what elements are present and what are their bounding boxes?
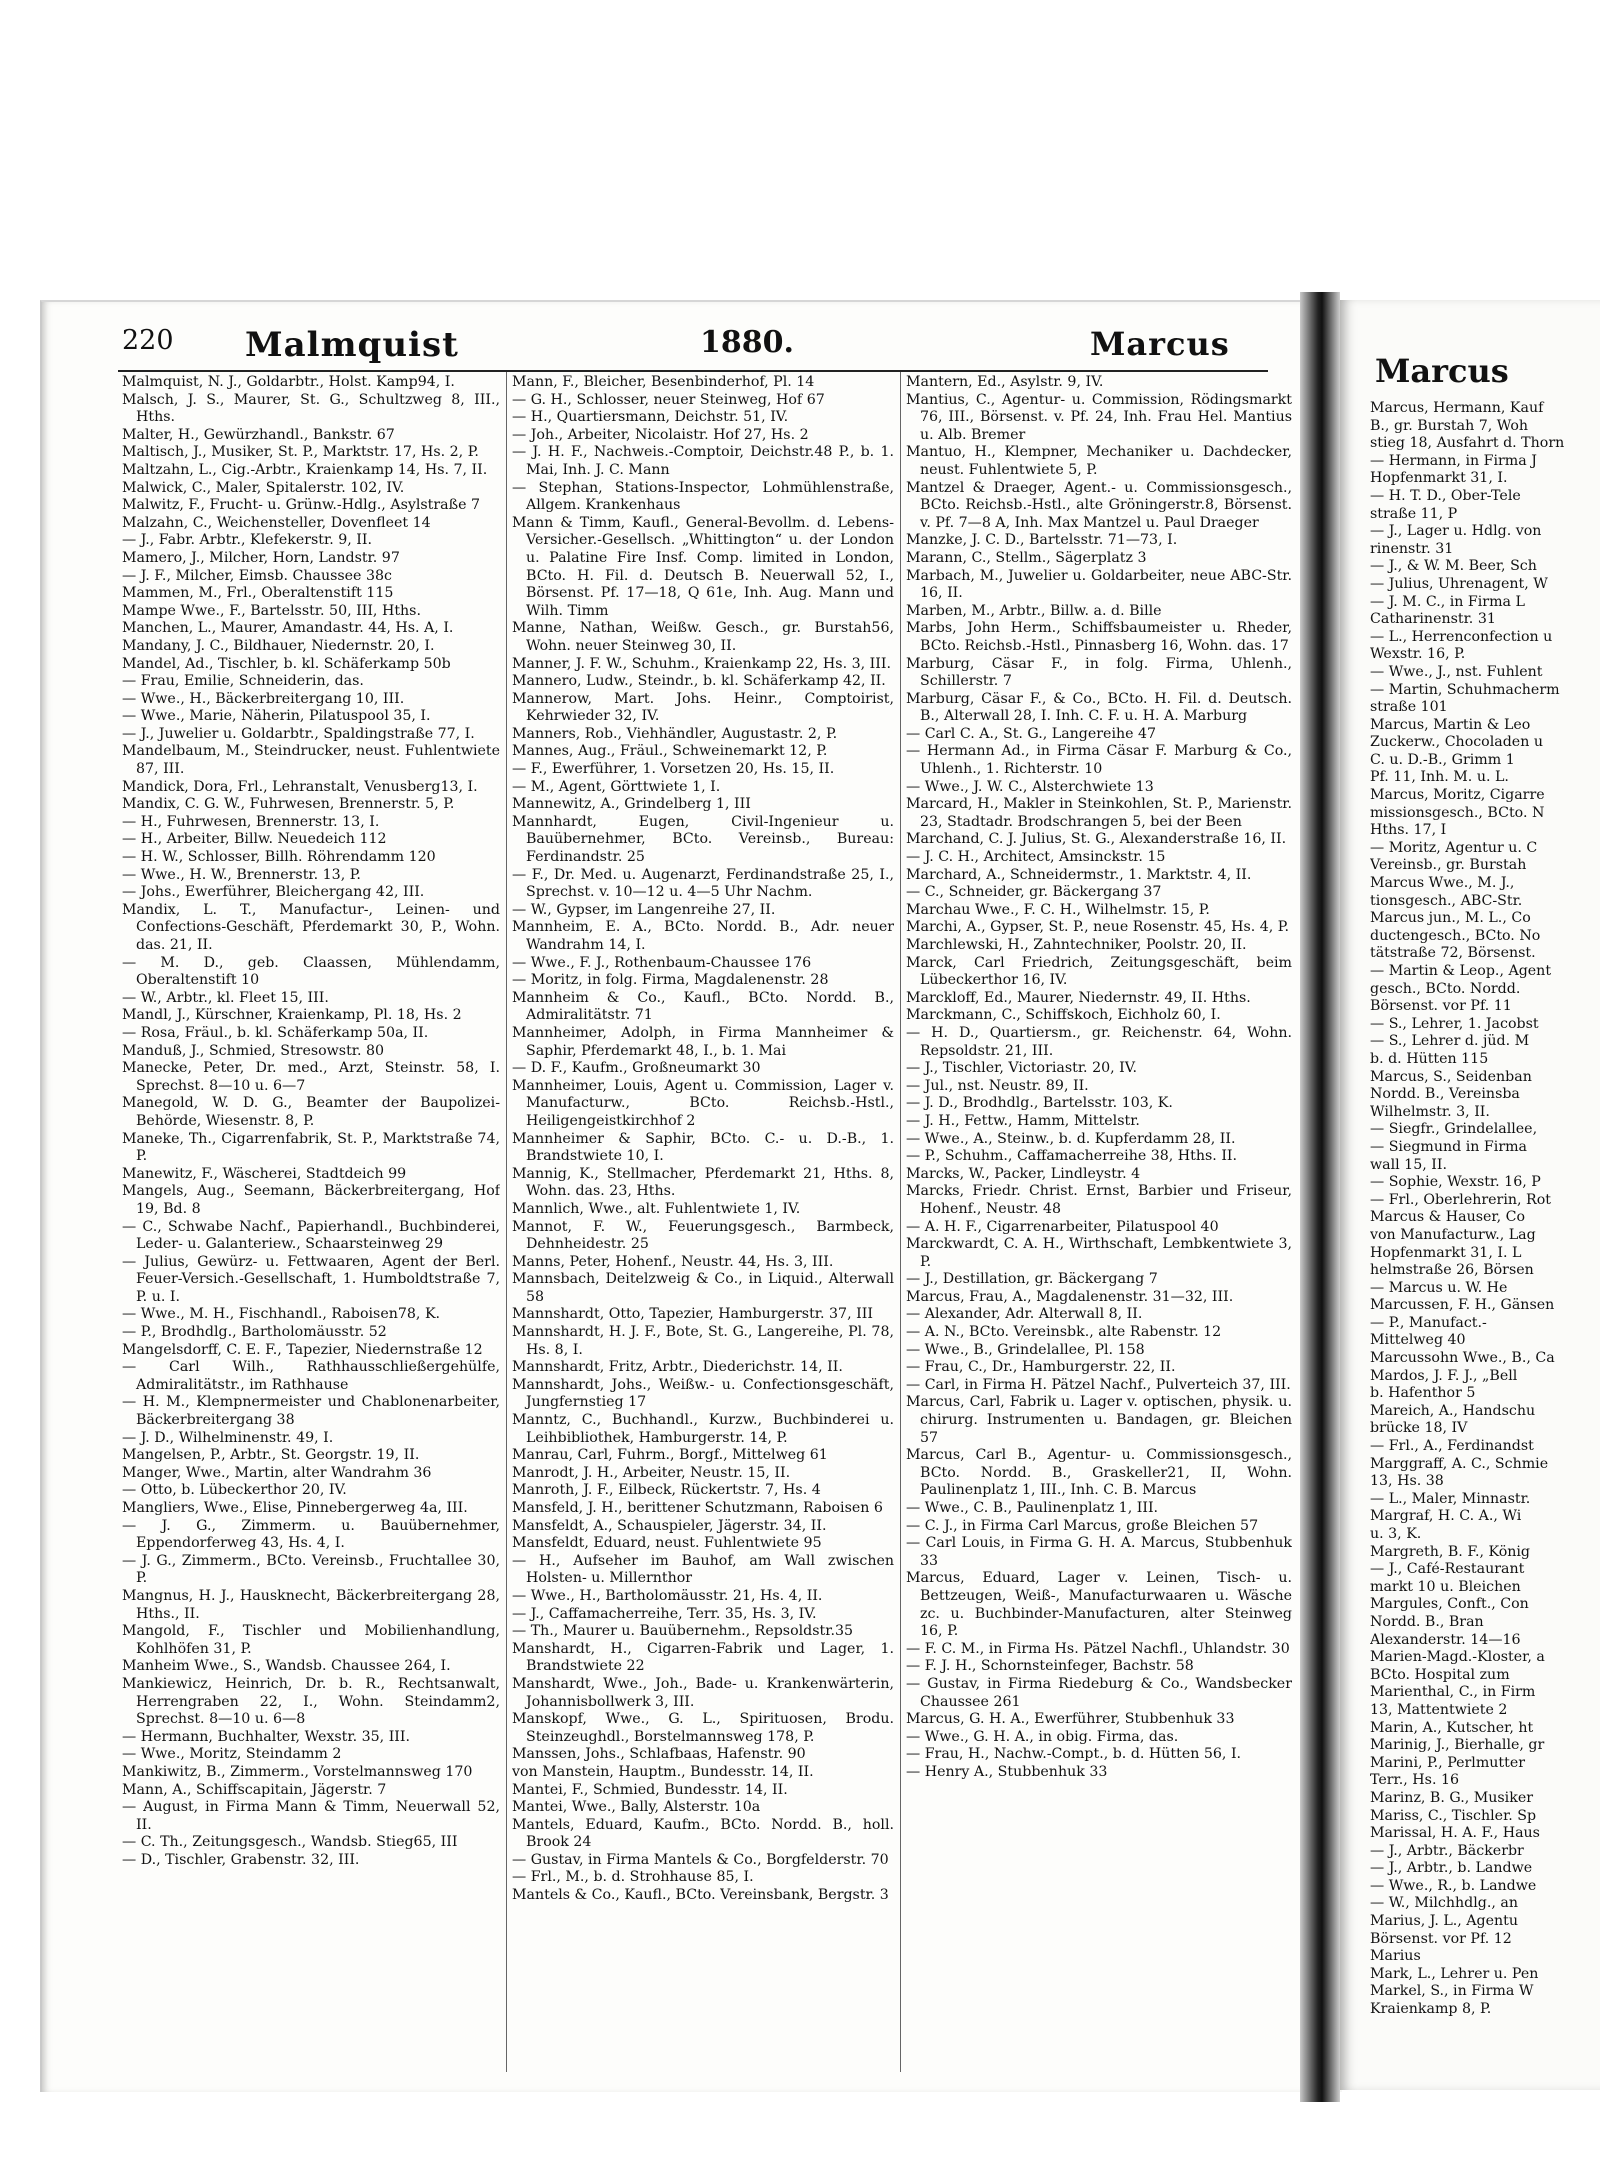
directory-entry: Malwitz, F., Frucht- u. Grünw.-Hdlg., Asylstraße 7 xyxy=(122,497,481,514)
directory-entry: Wexstr. 16, P. xyxy=(1370,646,1466,663)
directory-entry: Marchi, A., Gypser, St. P., neue Rosenstr. 45, Hs. 4, P. xyxy=(906,919,1289,936)
directory-entry: — J., Tischler, Victoriastr. 20, IV. xyxy=(906,1060,1138,1077)
directory-entry: — Sophie, Wexstr. 16, P xyxy=(1370,1174,1541,1191)
directory-entry: Terr., Hs. 16 xyxy=(1370,1772,1460,1789)
directory-entry: — Alexander, Adr. Alterwall 8, II. xyxy=(906,1306,1143,1323)
directory-entry: — Hermann, in Firma J xyxy=(1370,452,1537,469)
directory-entry: Marissal, H. A. F., Haus xyxy=(1370,1825,1540,1842)
column-divider xyxy=(900,372,901,2072)
directory-entry: gesch., BCto. Nordd. xyxy=(1370,980,1521,997)
directory-entry: — Joh., Arbeiter, Nicolaistr. Hof 27, Hs. 2 xyxy=(512,426,809,443)
directory-entry: Margraf, H. C. A., Wi xyxy=(1370,1508,1522,1525)
directory-entry: — Rosa, Fräul., b. kl. Schäferkamp 50a, II. xyxy=(122,1024,429,1041)
directory-entry: Mardos, J. F. J., „Bell xyxy=(1370,1367,1518,1384)
directory-entry: Mandix, L. T., Manufactur-, Leinen- und Confections-Geschäft, Pferdemarkt 30, P., Wohn. das. 21, II. xyxy=(122,901,500,953)
directory-entry: brücke 18, IV xyxy=(1370,1420,1468,1437)
directory-entry: 13, Hs. 38 xyxy=(1370,1473,1444,1490)
directory-entry: — J. H., Fettw., Hamm, Mittelstr. xyxy=(906,1112,1140,1129)
directory-entry: Marcus, Eduard, Lager v. Leinen, Tisch- u. Bettzeugen, Weiß-, Manufacturwaaren u. Wäsche zc. u. Buchbinder-Manufacturen, alter Steinweg 16, P. xyxy=(906,1570,1292,1640)
directory-entry: — J. G., Zimmerm. u. Bauübernehmer, Eppendorferweg 43, Hs. 4, I. xyxy=(122,1517,500,1552)
directory-entry: — G. H., Schlosser, neuer Steinweg, Hof 67 xyxy=(512,391,825,408)
directory-entry: 13, Mattentwiete 2 xyxy=(1370,1701,1508,1718)
directory-entry: — Julius, Uhrenagent, W xyxy=(1370,575,1548,592)
directory-entry: Zuckerw., Chocoladen u xyxy=(1370,734,1543,751)
directory-entry: Kraienkamp 8, P. xyxy=(1370,2001,1492,2018)
directory-entry: Marinig, J., Bierhalle, gr xyxy=(1370,1737,1545,1754)
directory-entry: — A. N., BCto. Vereinsbk., alte Rabenstr. 12 xyxy=(906,1324,1222,1341)
directory-entry: Manshardt, H., Cigarren-Fabrik und Lager, 1. Brandstwiete 22 xyxy=(512,1640,894,1675)
directory-entry: Marcard, H., Makler in Steinkohlen, St. P., Marienstr. 23, Stadtadr. Brodschrangen 5, bei der Been xyxy=(906,796,1292,830)
directory-entry: Marburg, Cäsar F., in folg. Firma, Uhlenh., Schillerstr. 7 xyxy=(906,655,1292,690)
directory-entry: — Wwe., F. J., Rothenbaum-Chaussee 176 xyxy=(512,954,812,971)
directory-entry: Mammen, M., Frl., Oberaltenstift 115 xyxy=(122,585,394,602)
directory-entry: Malwick, C., Maler, Spitalerstr. 102, IV. xyxy=(122,479,405,496)
directory-entry: — J. G., Zimmerm., BCto. Vereinsb., Fruchtallee 30, P. xyxy=(122,1552,500,1587)
directory-entry: ductengesch., BCto. No xyxy=(1370,927,1541,944)
directory-entry: Mamero, J., Milcher, Horn, Landstr. 97 xyxy=(122,549,400,566)
directory-entry: Mittelweg 40 xyxy=(1370,1332,1466,1349)
directory-entry: — Martin & Leop., Agent xyxy=(1370,963,1552,979)
directory-entry: Marcus, Carl B., Agentur- u. Commissionsgesch., BCto. Nordd. B., Graskeller21, II, Wohn. Paulinenplatz 1, III., Inh. C. B. Marcus xyxy=(906,1447,1292,1499)
directory-entry: Marcussohn Wwe., B., Ca xyxy=(1370,1350,1555,1367)
directory-entry: Mantzel & Draeger, Agent.- u. Commissionsgesch., BCto. Reichsb.-Hstl., alte Gröningerstr.8, Börsenst. v. Pf. 7—8 A, Inh. Max Mantzel u. Paul Draeger xyxy=(906,479,1292,531)
column-3 xyxy=(906,374,1292,2074)
directory-entry: Marcus, S., Seidenban xyxy=(1370,1068,1532,1085)
directory-entry: — Jul., nst. Neustr. 89, II. xyxy=(906,1077,1089,1094)
directory-entry: Marini, P., Perlmutter xyxy=(1370,1754,1525,1771)
directory-entry: Marcks, Friedr. Christ. Ernst, Barbier und Friseur, Hohenf., Neustr. 48 xyxy=(906,1183,1292,1217)
directory-entry: — F. C. M., in Firma Hs. Pätzel Nachfl., Uhlandstr. 30 xyxy=(906,1640,1290,1657)
directory-entry: Manroth, J. F., Eilbeck, Rückertstr. 7, Hs. 4 xyxy=(512,1482,821,1499)
directory-entry: — P., Brodhdlg., Bartholomäusstr. 52 xyxy=(122,1324,387,1341)
header-right: Marcus xyxy=(1375,352,1509,390)
directory-entry: rinenstr. 31 xyxy=(1370,540,1454,557)
directory-entry: Mannheim, E. A., BCto. Nordd. B., Adr. neuer Wandrahm 14, I. xyxy=(512,919,894,953)
directory-entry: u. 3, K. xyxy=(1370,1526,1422,1542)
directory-entry: Hopfenmarkt 31, I. xyxy=(1370,470,1508,487)
directory-entry: — Johs., Ewerführer, Bleichergang 42, III. xyxy=(122,884,425,901)
directory-entry: Marcus, Carl, Fabrik u. Lager v. optischen, physik. u. chirurg. Instrumenten u. Bandagen, gr. Bleichen 57 xyxy=(906,1394,1292,1446)
directory-entry: Margreth, B. F., König xyxy=(1370,1543,1531,1560)
directory-entry: — J., Fabr. Arbtr., Klefekerstr. 9, II. xyxy=(122,532,372,549)
directory-entry: Catharinenstr. 31 xyxy=(1370,611,1496,628)
directory-entry: Mangnus, H. J., Hausknecht, Bäckerbreitergang 28, Hths., II. xyxy=(122,1587,500,1622)
directory-entry: Mangelsdorff, C. E. F., Tapezier, Niedernstraße 12 xyxy=(122,1341,483,1358)
directory-entry: Manskopf, Wwe., G. L., Spirituosen, Brodu. Steinzeughdl., Borstelmannsweg 178, P. xyxy=(512,1711,894,1745)
directory-entry: — Siegmund in Firma xyxy=(1370,1138,1528,1155)
directory-entry: — P., Schuhm., Caffamacherreihe 38, Hths. II. xyxy=(906,1148,1238,1165)
directory-entry: Mangliers, Wwe., Elise, Pinnebergerweg 4a, III. xyxy=(122,1500,468,1516)
directory-entry: — Wwe., J. W. C., Alsterchwiete 13 xyxy=(906,778,1154,795)
directory-entry: — L., Maler, Minnastr. xyxy=(1370,1490,1531,1507)
directory-entry: — J., Destillation, gr. Bäckergang 7 xyxy=(906,1271,1158,1288)
directory-entry: wall 15, II. xyxy=(1370,1156,1447,1173)
directory-entry: Manssen, Johs., Schlafbaas, Hafenstr. 90 xyxy=(512,1746,806,1763)
directory-entry: — S., Lehrer d. jüd. M xyxy=(1370,1033,1530,1050)
directory-entry: — Wwe., H. W., Brennerstr. 13, P. xyxy=(122,866,361,883)
directory-entry: b. Hafenthor 5 xyxy=(1370,1385,1476,1402)
directory-entry: Maltzahn, L., Cig.-Arbtr., Kraienkamp 14, Hs. 7, II. xyxy=(122,461,488,478)
directory-entry: Manntz, C., Buchhandl., Kurzw., Buchbinderei u. Leihbibliothek, Hamburgerstr. 14, P. xyxy=(512,1412,894,1446)
directory-entry: Börsenst. vor Pf. 11 xyxy=(1370,998,1512,1015)
directory-entry: Mannheimer & Saphir, BCto. C.- u. D.-B., 1. Brandstwiete 10, I. xyxy=(512,1130,894,1165)
directory-entry: Mannsbach, Deitelzweig & Co., in Liquid., Alterwall 58 xyxy=(512,1271,894,1305)
directory-entry: Marius, J. L., Agentu xyxy=(1370,1913,1518,1930)
directory-entry: — Frau, Emilie, Schneiderin, das. xyxy=(122,673,364,690)
directory-entry: — Hermann Ad., in Firma Cäsar F. Marburg & Co., Uhlenh., 1. Richterstr. 10 xyxy=(906,743,1292,778)
directory-entry: — Otto, b. Lübeckerthor 20, IV. xyxy=(122,1482,347,1499)
directory-entry: Mantei, F., Schmied, Bundesstr. 14, II. xyxy=(512,1781,788,1798)
directory-entry: — J. H. F., Nachweis.-Comptoir, Deichstr.48 P., b. 1. Mai, Inh. J. C. Mann xyxy=(512,444,894,478)
directory-entry: — August, in Firma Mann & Timm, Neuerwall 52, II. xyxy=(122,1799,500,1833)
directory-entry: Marin, A., Kutscher, ht xyxy=(1370,1719,1534,1736)
directory-entry: Nordd. B., Bran xyxy=(1370,1613,1484,1630)
directory-entry: Manduß, J., Schmied, Stresowstr. 80 xyxy=(122,1042,385,1059)
directory-entry: — Wwe., G. H. A., in obig. Firma, das. xyxy=(906,1728,1179,1745)
directory-entry: — Henry A., Stubbenhuk 33 xyxy=(906,1763,1108,1780)
directory-entry: — H., Aufseher im Bauhof, am Wall zwischen Holsten- u. Millernthor xyxy=(512,1552,894,1587)
directory-entry: — Hermann, Buchhalter, Wexstr. 35, III. xyxy=(122,1728,411,1745)
directory-entry: — Frau, C., Dr., Hamburgerstr. 22, II. xyxy=(906,1359,1176,1376)
directory-entry: — J., & W. M. Beer, Sch xyxy=(1370,558,1537,575)
directory-entry: Manzke, J. C. D., Bartelsstr. 71—73, I. xyxy=(906,532,1178,549)
directory-entry: — Th., Maurer u. Bauübernehm., Repsoldstr.35 xyxy=(512,1623,854,1640)
directory-entry: Mankiewicz, Heinrich, Dr. b. R., Rechtsanwalt, Herrengraben 22, I., Wohn. Steindamm2, Sprechst. 8—10 u. 6—8 xyxy=(122,1675,500,1728)
directory-entry: Manecke, Peter, Dr. med., Arzt, Steinstr. 58, I. Sprechst. 8—10 u. 6—7 xyxy=(122,1060,500,1094)
directory-entry: — C., Schneider, gr. Bäckergang 37 xyxy=(906,884,1162,901)
directory-entry: — Wwe., B., Grindelallee, Pl. 158 xyxy=(906,1341,1145,1358)
directory-entry: — Wwe., Moritz, Steindamm 2 xyxy=(122,1746,342,1763)
directory-entry: Börsenst. vor Pf. 12 xyxy=(1370,1930,1512,1947)
directory-entry: — Siegfr., Grindelallee, xyxy=(1370,1121,1538,1138)
directory-entry: Marinz, B. G., Musiker xyxy=(1370,1789,1533,1806)
book-gutter xyxy=(1300,292,1340,2102)
directory-entry: Markel, S., in Firma W xyxy=(1370,1983,1534,2000)
directory-entry: Marcus & Hauser, Co xyxy=(1370,1209,1526,1226)
directory-entry: Mareich, A., Handschu xyxy=(1370,1402,1536,1419)
directory-entry: Malmquist, N. J., Goldarbtr., Holst. Kamp94, I. xyxy=(122,374,455,390)
directory-entry: — Frl., Oberlehrerin, Rot xyxy=(1370,1191,1551,1208)
directory-entry: Mann & Timm, Kaufl., General-Bevollm. d. Lebens-Versicher.-Gesellsch. „Whittington“ u. der London u. Palatine Fire Insf. Comp. limited in London, BCto. H. Fil. d. Deutsch B. Neuerwall 52, I., Börsenst. Pf. 17—18, Q 61e, Inh. Aug. Mann und Wilh. Timm xyxy=(512,514,894,619)
directory-entry: — Carl Wilh., Rathhausschließergehülfe, Admiralitätstr., im Rathhause xyxy=(122,1359,500,1393)
directory-entry: — Stephan, Stations-Inspector, Lohmühlenstraße, Allgem. Krankenhaus xyxy=(512,479,894,514)
directory-entry: — Carl Louis, in Firma G. H. A. Marcus, Stubbenhuk 33 xyxy=(906,1535,1292,1569)
directory-entry: Manshardt, Wwe., Joh., Bade- u. Krankenwärterin, Johannisbollwerk 3, III. xyxy=(512,1675,894,1710)
directory-entry: Marcus, Frau, A., Magdalenenstr. 31—32, III. xyxy=(906,1288,1234,1305)
directory-entry: Mark, L., Lehrer u. Pen xyxy=(1370,1965,1539,1982)
directory-entry: — Wwe., H., Bartholomäusstr. 21, Hs. 4, II. xyxy=(512,1587,823,1604)
directory-entry: Marburg, Cäsar F., & Co., BCto. H. Fil. d. Deutsch. B., Alterwall 28, I. Inh. C. F. u. H. A. Marburg xyxy=(906,690,1292,725)
directory-entry: Mangelsen, P., Arbtr., St. Georgstr. 19, II. xyxy=(122,1447,420,1464)
directory-entry: — Wwe., H., Bäckerbreitergang 10, III. xyxy=(122,690,405,707)
directory-entry: Mannewitz, A., Grindelberg 1, III xyxy=(512,796,751,813)
directory-entry: — J., Arbtr., Bäckerbr xyxy=(1370,1842,1524,1859)
directory-entry: Marcus, G. H. A., Ewerführer, Stubbenhuk 33 xyxy=(906,1711,1235,1728)
header-mid: Marcus xyxy=(1090,325,1230,363)
directory-entry: Malsch, J. S., Maurer, St. G., Schultzweg 8, III., Hths. xyxy=(122,391,500,426)
directory-entry: Mannshardt, H. J. F., Bote, St. G., Langereihe, Pl. 78, Hs. 8, I. xyxy=(512,1324,894,1358)
directory-entry: Hths. 17, I xyxy=(1370,822,1447,839)
directory-entry: — J. C. H., Architect, Amsinckstr. 15 xyxy=(906,849,1166,866)
directory-entry: Mannero, Ludw., Steindr., b. kl. Schäferkamp 42, II. xyxy=(512,673,886,690)
directory-entry: b. d. Hütten 115 xyxy=(1370,1050,1489,1067)
directory-entry: Mampe Wwe., F., Bartelsstr. 50, III, Hths. xyxy=(122,602,421,619)
directory-entry: Marckloff, Ed., Maurer, Niedernstr. 49, II. Hths. xyxy=(906,989,1251,1006)
directory-entry: Hopfenmarkt 31, I. L xyxy=(1370,1244,1522,1261)
directory-entry: — S., Lehrer, 1. Jacobst xyxy=(1370,1015,1539,1032)
directory-entry: Pf. 11, Inh. M. u. L. xyxy=(1370,769,1509,786)
directory-entry: — Julius, Gewürz- u. Fettwaaren, Agent der Berl. Feuer-Versich.-Gesellschaft, 1. Humboldtstraße 7, P. u. I. xyxy=(122,1253,500,1305)
directory-entry: straße 101 xyxy=(1370,699,1448,716)
directory-entry: — Frau, H., Nachw.-Compt., b. d. Hütten 56, I. xyxy=(906,1746,1242,1763)
directory-entry: — Frl., M., b. d. Strohhause 85, I. xyxy=(512,1869,754,1886)
directory-entry: — C., Schwabe Nachf., Papierhandl., Buchbinderei, Leder- u. Galanteriew., Schaarsteinweg 29 xyxy=(122,1218,500,1253)
directory-entry: Mariss, C., Tischler. Sp xyxy=(1370,1807,1537,1824)
directory-entry: Maneke, Th., Cigarrenfabrik, St. P., Marktstraße 74, P. xyxy=(122,1130,500,1165)
directory-entry: — J., Arbtr., b. Landwe xyxy=(1370,1860,1533,1877)
directory-entry: B., gr. Burstah 7, Woh xyxy=(1370,417,1529,434)
directory-entry: Mandick, Dora, Frl., Lehranstalt, Venusberg13, I. xyxy=(122,778,478,795)
directory-entry: — Moritz, in folg. Firma, Magdalenenstr. 28 xyxy=(512,972,829,989)
directory-entry: — Wwe., R., b. Landwe xyxy=(1370,1877,1537,1894)
directory-entry: Malter, H., Gewürzhandl., Bankstr. 67 xyxy=(122,426,395,443)
directory-entry: Mandix, C. G. W., Fuhrwesen, Brennerstr. 5, P. xyxy=(122,796,455,813)
directory-entry: — H., Fuhrwesen, Brennerstr. 13, I. xyxy=(122,813,380,830)
header-left: Malmquist xyxy=(245,325,459,365)
directory-entry: Mandany, J. C., Bildhauer, Niedernstr. 20, I. xyxy=(122,637,435,654)
directory-entry: — J. M. C., in Firma L xyxy=(1370,593,1525,610)
directory-entry: — M., Agent, Görttwiete 1, I. xyxy=(512,778,721,795)
directory-entry: Marchand, C. J. Julius, St. G., Alexanderstraße 16, II. xyxy=(906,831,1287,848)
directory-entry: Margules, Conft., Con xyxy=(1370,1596,1529,1613)
directory-entry: — W., Milchhdlg., an xyxy=(1370,1895,1518,1912)
directory-entry: — J., Caffamacherreihe, Terr. 35, Hs. 3, IV. xyxy=(512,1605,817,1622)
directory-entry: Mannshardt, Otto, Tapezier, Hamburgerstr. 37, III xyxy=(512,1306,873,1323)
directory-entry: — Wwe., J., nst. Fuhlent xyxy=(1370,663,1543,680)
directory-entry: Mankiwitz, B., Zimmerm., Vorstelmannsweg 170 xyxy=(122,1763,473,1780)
directory-entry: Mantels, Eduard, Kaufm., BCto. Nordd. B., holl. Brook 24 xyxy=(512,1816,894,1851)
directory-entry: helmstraße 26, Börsen xyxy=(1370,1262,1534,1279)
directory-entry: Mansfeldt, Eduard, neust. Fuhlentwiete 95 xyxy=(512,1535,822,1552)
directory-entry: — W., Arbtr., kl. Fleet 15, III. xyxy=(122,989,329,1006)
directory-entry: Marcus Wwe., M. J., xyxy=(1370,875,1515,892)
directory-entry: — J. D., Wilhelminenstr. 49, I. xyxy=(122,1429,334,1446)
directory-entry: Marcks, W., Packer, Lindleystr. 4 xyxy=(906,1165,1141,1182)
directory-entry: Mannig, K., Stellmacher, Pferdemarkt 21, Hths. 8, Wohn. das. 23, Hths. xyxy=(512,1165,894,1200)
directory-entry: Maltisch, J., Musiker, St. P., Marktstr. 17, Hs. 2, P. xyxy=(122,444,479,461)
directory-entry: Marienthal, C., in Firm xyxy=(1370,1684,1536,1701)
directory-entry: — M. D., geb. Claassen, Mühlendamm, Oberaltenstift 10 xyxy=(122,954,500,989)
directory-entry: tionsgesch., ABC-Str. xyxy=(1370,892,1523,909)
directory-entry: Mantuo, H., Klempner, Mechaniker u. Dachdecker, neust. Fuhlentwiete 5, P. xyxy=(906,444,1292,478)
directory-entry: Manrau, Carl, Fuhrm., Borgf., Mittelweg 61 xyxy=(512,1447,828,1464)
directory-entry: Mandel, Ad., Tischler, b. kl. Schäferkamp 50b xyxy=(122,655,451,672)
directory-entry: — A. H. F., Cigarrenarbeiter, Pilatuspool 40 xyxy=(906,1218,1219,1235)
header-year: 1880. xyxy=(700,325,794,360)
directory-entry: — F., Ewerführer, 1. Vorsetzen 20, Hs. 15, II. xyxy=(512,761,835,778)
directory-entry: — Gustav, in Firma Riedeburg & Co., Wandsbecker Chaussee 261 xyxy=(906,1675,1292,1710)
directory-entry: Manner, J. F. W., Schuhm., Kraienkamp 22, Hs. 3, III. xyxy=(512,655,891,672)
directory-entry: — H. M., Klempnermeister und Chablonenarbeiter, Bäckerbreitergang 38 xyxy=(122,1394,500,1429)
directory-entry: — Carl, in Firma H. Pätzel Nachf., Pulverteich 37, III. xyxy=(906,1376,1291,1393)
directory-entry: — H. W., Schlosser, Billh. Röhrendamm 120 xyxy=(122,849,436,866)
directory-entry: — F., Dr. Med. u. Augenarzt, Ferdinandstraße 25, I., Sprechst. v. 10—12 u. 4—5 Uhr Nachm. xyxy=(512,866,894,901)
directory-entry: — C. Th., Zeitungsgesch., Wandsb. Stieg65, III xyxy=(122,1834,458,1851)
directory-entry: Malzahn, C., Weichensteller, Dovenfleet 14 xyxy=(122,514,431,531)
directory-entry: von Manstein, Hauptm., Bundesstr. 14, II. xyxy=(512,1763,814,1780)
directory-entry: Mannes, Aug., Fräul., Schweinemarkt 12, P. xyxy=(512,743,828,760)
directory-entry: BCto. Hospital zum xyxy=(1370,1666,1510,1683)
directory-entry: — Carl C. A., St. G., Langereihe 47 xyxy=(906,725,1157,742)
column-2 xyxy=(512,374,894,2074)
directory-entry: Nordd. B., Vereinsba xyxy=(1370,1086,1520,1103)
column-divider xyxy=(506,372,507,2072)
directory-entry: missionsgesch., BCto. N xyxy=(1370,804,1545,821)
directory-entry: — H. D., Quartiersm., gr. Reichenstr. 64, Wohn. Repsoldstr. 21, III. xyxy=(906,1024,1292,1059)
directory-entry: Marchau Wwe., F. C. H., Wilhelmstr. 15, P. xyxy=(906,901,1210,918)
directory-entry: — Gustav, in Firma Mantels & Co., Borgfelderstr. 70 xyxy=(512,1851,889,1868)
directory-entry: Mantei, Wwe., Bally, Alsterstr. 10a xyxy=(512,1799,761,1816)
directory-entry: Marchard, A., Schneidermstr., 1. Marktstr. 4, II. xyxy=(906,866,1252,883)
directory-entry: Mansfeldt, A., Schauspieler, Jägerstr. 34, II. xyxy=(512,1517,827,1534)
directory-entry: Manrodt, J. H., Arbeiter, Neustr. 15, II. xyxy=(512,1464,791,1481)
directory-entry: — Frl., A., Ferdinandst xyxy=(1370,1438,1534,1455)
directory-entry: Mannheimer, Louis, Agent u. Commission, Lager v. Manufacturw., BCto. Reichsb.-Hstl., Heiligengeistkirchhof 2 xyxy=(512,1077,894,1129)
directory-entry: Manegold, W. D. G., Beamter der Baupolizei-Behörde, Wiesenstr. 8, P. xyxy=(122,1095,500,1129)
directory-entry: Mantern, Ed., Asylstr. 9, IV. xyxy=(906,374,1104,390)
directory-entry: Alexanderstr. 14—16 xyxy=(1370,1631,1521,1648)
column-4 xyxy=(1370,400,1600,2060)
directory-entry: Mandelbaum, M., Steindrucker, neust. Fuhlentwiete 87, III. xyxy=(122,743,500,778)
directory-entry: Marcus jun., M. L., Co xyxy=(1370,910,1531,927)
directory-entry: Mantels & Co., Kaufl., BCto. Vereinsbank, Bergstr. 3 xyxy=(512,1887,889,1904)
directory-entry: Manheim Wwe., S., Wandsb. Chaussee 264, I. xyxy=(122,1658,451,1675)
directory-entry: — Martin, Schuhmacherm xyxy=(1370,681,1560,698)
directory-entry: Mannheimer, Adolph, in Firma Mannheimer & Saphir, Pferdemarkt 48, I., b. 1. Mai xyxy=(512,1024,894,1059)
directory-entry: Mannlich, Wwe., alt. Fuhlentwiete 1, IV. xyxy=(512,1200,801,1217)
directory-entry: Mansfeld, J. H., berittener Schutzmann, Raboisen 6 xyxy=(512,1500,883,1516)
directory-entry: stieg 18, Ausfahrt d. Thorn xyxy=(1370,435,1565,452)
directory-entry: Marcussen, F. H., Gänsen xyxy=(1370,1297,1555,1314)
directory-entry: Marben, M., Arbtr., Billw. a. d. Bille xyxy=(906,602,1162,619)
directory-entry: — D. F., Kaufm., Großneumarkt 30 xyxy=(512,1060,761,1077)
directory-entry: — J., Café-Restaurant xyxy=(1370,1561,1525,1578)
directory-entry: Marcus, Hermann, Kauf xyxy=(1370,400,1544,416)
directory-entry: Marcus, Martin & Leo xyxy=(1370,716,1531,733)
directory-entry: Manewitz, F., Wäscherei, Stadtdeich 99 xyxy=(122,1165,407,1182)
directory-entry: — J. D., Brodhdlg., Bartelsstr. 103, K. xyxy=(906,1095,1173,1112)
directory-entry: straße 11, P xyxy=(1370,505,1458,522)
directory-entry: Mangold, F., Tischler und Mobilienhandlung, Kohlhöfen 31, P. xyxy=(122,1623,500,1657)
directory-entry: Marcus, Moritz, Cigarre xyxy=(1370,787,1545,804)
directory-entry: Marggraff, A. C., Schmie xyxy=(1370,1455,1549,1472)
right-page xyxy=(1340,300,1600,2090)
directory-entry: Mann, A., Schiffscapitain, Jägerstr. 7 xyxy=(122,1781,387,1798)
directory-entry: — Wwe., M. H., Fischhandl., Raboisen78, K. xyxy=(122,1306,441,1323)
directory-entry: Marckmann, C., Schiffskoch, Eichholz 60, I. xyxy=(906,1007,1221,1024)
directory-entry: tätstraße 72, Börsenst. xyxy=(1370,945,1536,962)
directory-entry: Marien-Magd.-Kloster, a xyxy=(1370,1649,1545,1666)
directory-entry: — P., Manufact.- xyxy=(1370,1314,1487,1331)
directory-entry: Manners, Rob., Viehhändler, Augustastr. 2, P. xyxy=(512,725,838,742)
directory-entry: — J. F., Milcher, Eimsb. Chaussee 38c xyxy=(122,567,392,584)
directory-entry: — H., Quartiersmann, Deichstr. 51, IV. xyxy=(512,409,789,426)
page-number: 220 xyxy=(122,325,174,356)
directory-entry: Marius xyxy=(1370,1948,1421,1965)
directory-entry: Manchen, L., Maurer, Amandastr. 44, Hs. A, I. xyxy=(122,620,454,637)
directory-entry: — J., Lager u. Hdlg. von xyxy=(1370,523,1542,540)
column-1 xyxy=(122,374,500,2074)
directory-entry: Marbach, M., Juwelier u. Goldarbeiter, neue ABC-Str. 16, II. xyxy=(906,567,1292,602)
directory-entry: Wilhelmstr. 3, II. xyxy=(1370,1103,1490,1120)
directory-entry: markt 10 u. Bleichen xyxy=(1370,1578,1521,1595)
directory-entry: Vereinsb., gr. Burstah xyxy=(1370,857,1527,874)
directory-entry: — D., Tischler, Grabenstr. 32, III. xyxy=(122,1851,360,1868)
directory-entry: Mangels, Aug., Seemann, Bäckerbreitergang, Hof 19, Bd. 8 xyxy=(122,1183,500,1217)
directory-entry: Mannot, F. W., Feuerungsgesch., Barmbeck, Dehnheidestr. 25 xyxy=(512,1218,894,1253)
directory-entry: — H., Arbeiter, Billw. Neuedeich 112 xyxy=(122,831,387,848)
directory-entry: — F. J. H., Schornsteinfeger, Bachstr. 58 xyxy=(906,1658,1194,1675)
directory-entry: Marckwardt, C. A. H., Wirthschaft, Lembkentwiete 3, P. xyxy=(906,1236,1292,1270)
directory-entry: Mannheim & Co., Kaufl., BCto. Nordd. B., Admiralitätstr. 71 xyxy=(512,989,894,1024)
directory-entry: — W., Gypser, im Langenreihe 27, II. xyxy=(512,901,776,918)
directory-entry: Marchlewski, H., Zahntechniker, Poolstr. 20, II. xyxy=(906,937,1247,953)
directory-entry: Mannhardt, Eugen, Civil-Ingenieur u. Bauübernehmer, BCto. Vereinsb., Bureau: Ferdinandstr. 25 xyxy=(512,813,894,866)
directory-entry: Mannshardt, Fritz, Arbtr., Diederichstr. 14, II. xyxy=(512,1359,843,1376)
directory-entry: Marck, Carl Friedrich, Zeitungsgeschäft, beim Lübeckerthor 16, IV. xyxy=(906,954,1292,989)
directory-entry: Marbs, John Herm., Schiffsbaumeister u. Rheder, BCto. Reichsb.-Hstl., Pinnasberg 16, Wohn. das. 17 xyxy=(906,620,1292,654)
header-rule xyxy=(118,370,1268,372)
directory-entry: Manger, Wwe., Martin, alter Wandrahm 36 xyxy=(122,1464,432,1481)
directory-entry: — L., Herrenconfection u xyxy=(1370,628,1553,645)
directory-entry: Mannshardt, Johs., Weißw.- u. Confectionsgeschäft, Jungfernstieg 17 xyxy=(512,1376,894,1411)
directory-entry: Mannerow, Mart. Johs. Heinr., Comptoirist, Kehrwieder 32, IV. xyxy=(512,690,894,725)
directory-entry: Mandl, J., Kürschner, Kraienkamp, Pl. 18, Hs. 2 xyxy=(122,1007,462,1024)
directory-entry: — J., Juwelier u. Goldarbtr., Spaldingstraße 77, I. xyxy=(122,725,475,742)
directory-entry: Marann, C., Stellm., Sägerplatz 3 xyxy=(906,549,1147,566)
directory-entry: Manns, Peter, Hohenf., Neustr. 44, Hs. 3, III. xyxy=(512,1253,834,1270)
directory-entry: Manne, Nathan, Weißw. Gesch., gr. Burstah56, Wohn. neuer Steinweg 30, II. xyxy=(512,620,894,654)
directory-entry: — Wwe., Marie, Näherin, Pilatuspool 35, I. xyxy=(122,708,431,725)
directory-entry: — H. T. D., Ober-Tele xyxy=(1370,487,1521,504)
directory-entry: — Wwe., C. B., Paulinenplatz 1, III. xyxy=(906,1500,1159,1516)
directory-entry: von Manufacturw., Lag xyxy=(1370,1226,1536,1243)
directory-entry: — Marcus u. W. He xyxy=(1370,1279,1508,1296)
directory-entry: C. u. D.-B., Grimm 1 xyxy=(1370,751,1515,768)
directory-entry: — C. J., in Firma Carl Marcus, große Bleichen 57 xyxy=(906,1517,1259,1534)
directory-entry: Mann, F., Bleicher, Besenbinderhof, Pl. 14 xyxy=(512,374,815,390)
directory-entry: — Wwe., A., Steinw., b. d. Kupferdamm 28, II. xyxy=(906,1130,1236,1147)
directory-entry: Mantius, C., Agentur- u. Commission, Rödingsmarkt 76, III., Börsenst. v. Pf. 24, Inh. Frau Hel. Mantius u. Alb. Bremer xyxy=(906,391,1292,443)
directory-entry: — Moritz, Agentur u. C xyxy=(1370,839,1538,856)
